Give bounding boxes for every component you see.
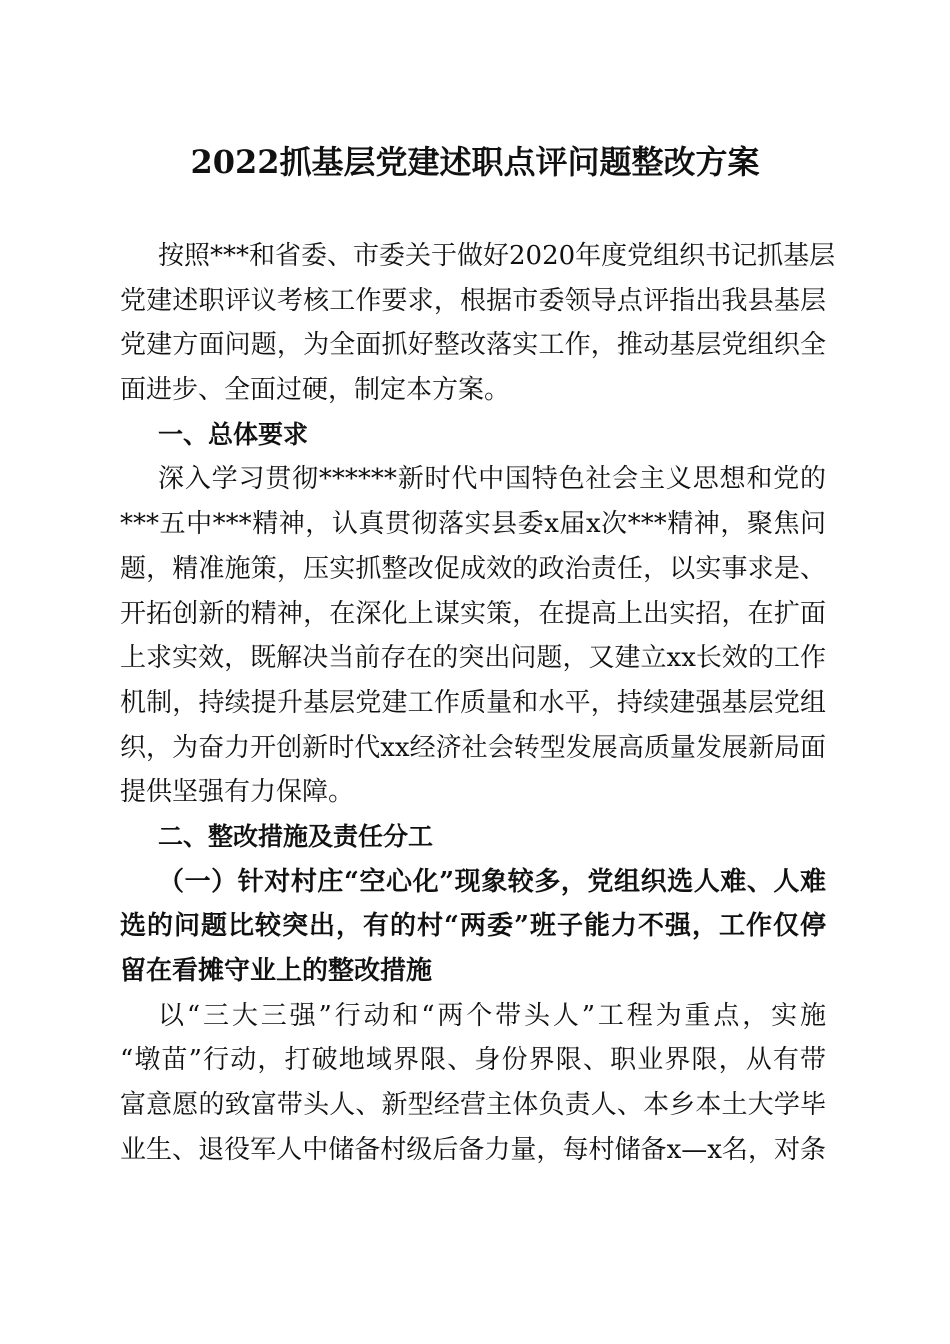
- section-heading-2: 二、整改措施及责任分工: [158, 821, 434, 851]
- paragraph-line: 深入学习贯彻******新时代中国特色社会主义思想和党的: [158, 464, 826, 495]
- subsection-heading-line: （一）针对村庄“空心化”现象较多，党组织选人难、人难: [158, 866, 826, 897]
- section-heading-1: 一、总体要求: [158, 419, 309, 449]
- paragraph-line: 以“三大三强”行动和“两个带头人”工程为重点，实施: [158, 1000, 826, 1031]
- paragraph-line: 面进步、全面过硬，制定本方案。: [120, 375, 511, 406]
- subsection-heading-line: 选的问题比较突出，有的村“两委”班子能力不强，工作仅停: [120, 911, 826, 942]
- paragraph-line: 富意愿的致富带头人、新型经营主体负责人、本乡本土大学毕: [120, 1090, 826, 1121]
- paragraph-line: 党建方面问题，为全面抓好整改落实工作，推动基层党组织全: [120, 330, 826, 361]
- paragraph-line: 开拓创新的精神，在深化上谋实策，在提高上出实招，在扩面: [120, 598, 826, 629]
- paragraph-line: 党建述职评议考核工作要求，根据市委领导点评指出我县基层: [120, 285, 826, 316]
- paragraph-line: 题，精准施策，压实抓整改促成效的政治责任，以实事求是、: [120, 553, 826, 584]
- paragraph-line: 提供坚强有力保障。: [120, 777, 355, 808]
- paragraph-line: 机制，持续提升基层党建工作质量和水平，持续建强基层党组: [120, 687, 826, 718]
- paragraph-line: 上求实效，既解决当前存在的突出问题，又建立xx长效的工作: [120, 643, 826, 674]
- paragraph-line: 按照***和省委、市委关于做好2020年度党组织书记抓基层: [158, 241, 836, 271]
- document-title: 2022抓基层党建述职点评问题整改方案: [190, 143, 760, 181]
- paragraph-line: 织，为奋力开创新时代xx经济社会转型发展高质量发展新局面: [120, 732, 826, 763]
- document-body: [120, 234, 836, 1172]
- paragraph-line: “墩苗”行动，打破地域界限、身份界限、职业界限，从有带: [120, 1045, 826, 1076]
- paragraph-line: ***五中***精神，认真贯彻落实县委x届x次***精神，聚焦问: [120, 509, 826, 540]
- paragraph-line: 业生、退役军人中储备村级后备力量，每村储备x—x名，对条: [120, 1134, 826, 1165]
- subsection-heading-line: 留在看摊守业上的整改措施: [120, 956, 433, 986]
